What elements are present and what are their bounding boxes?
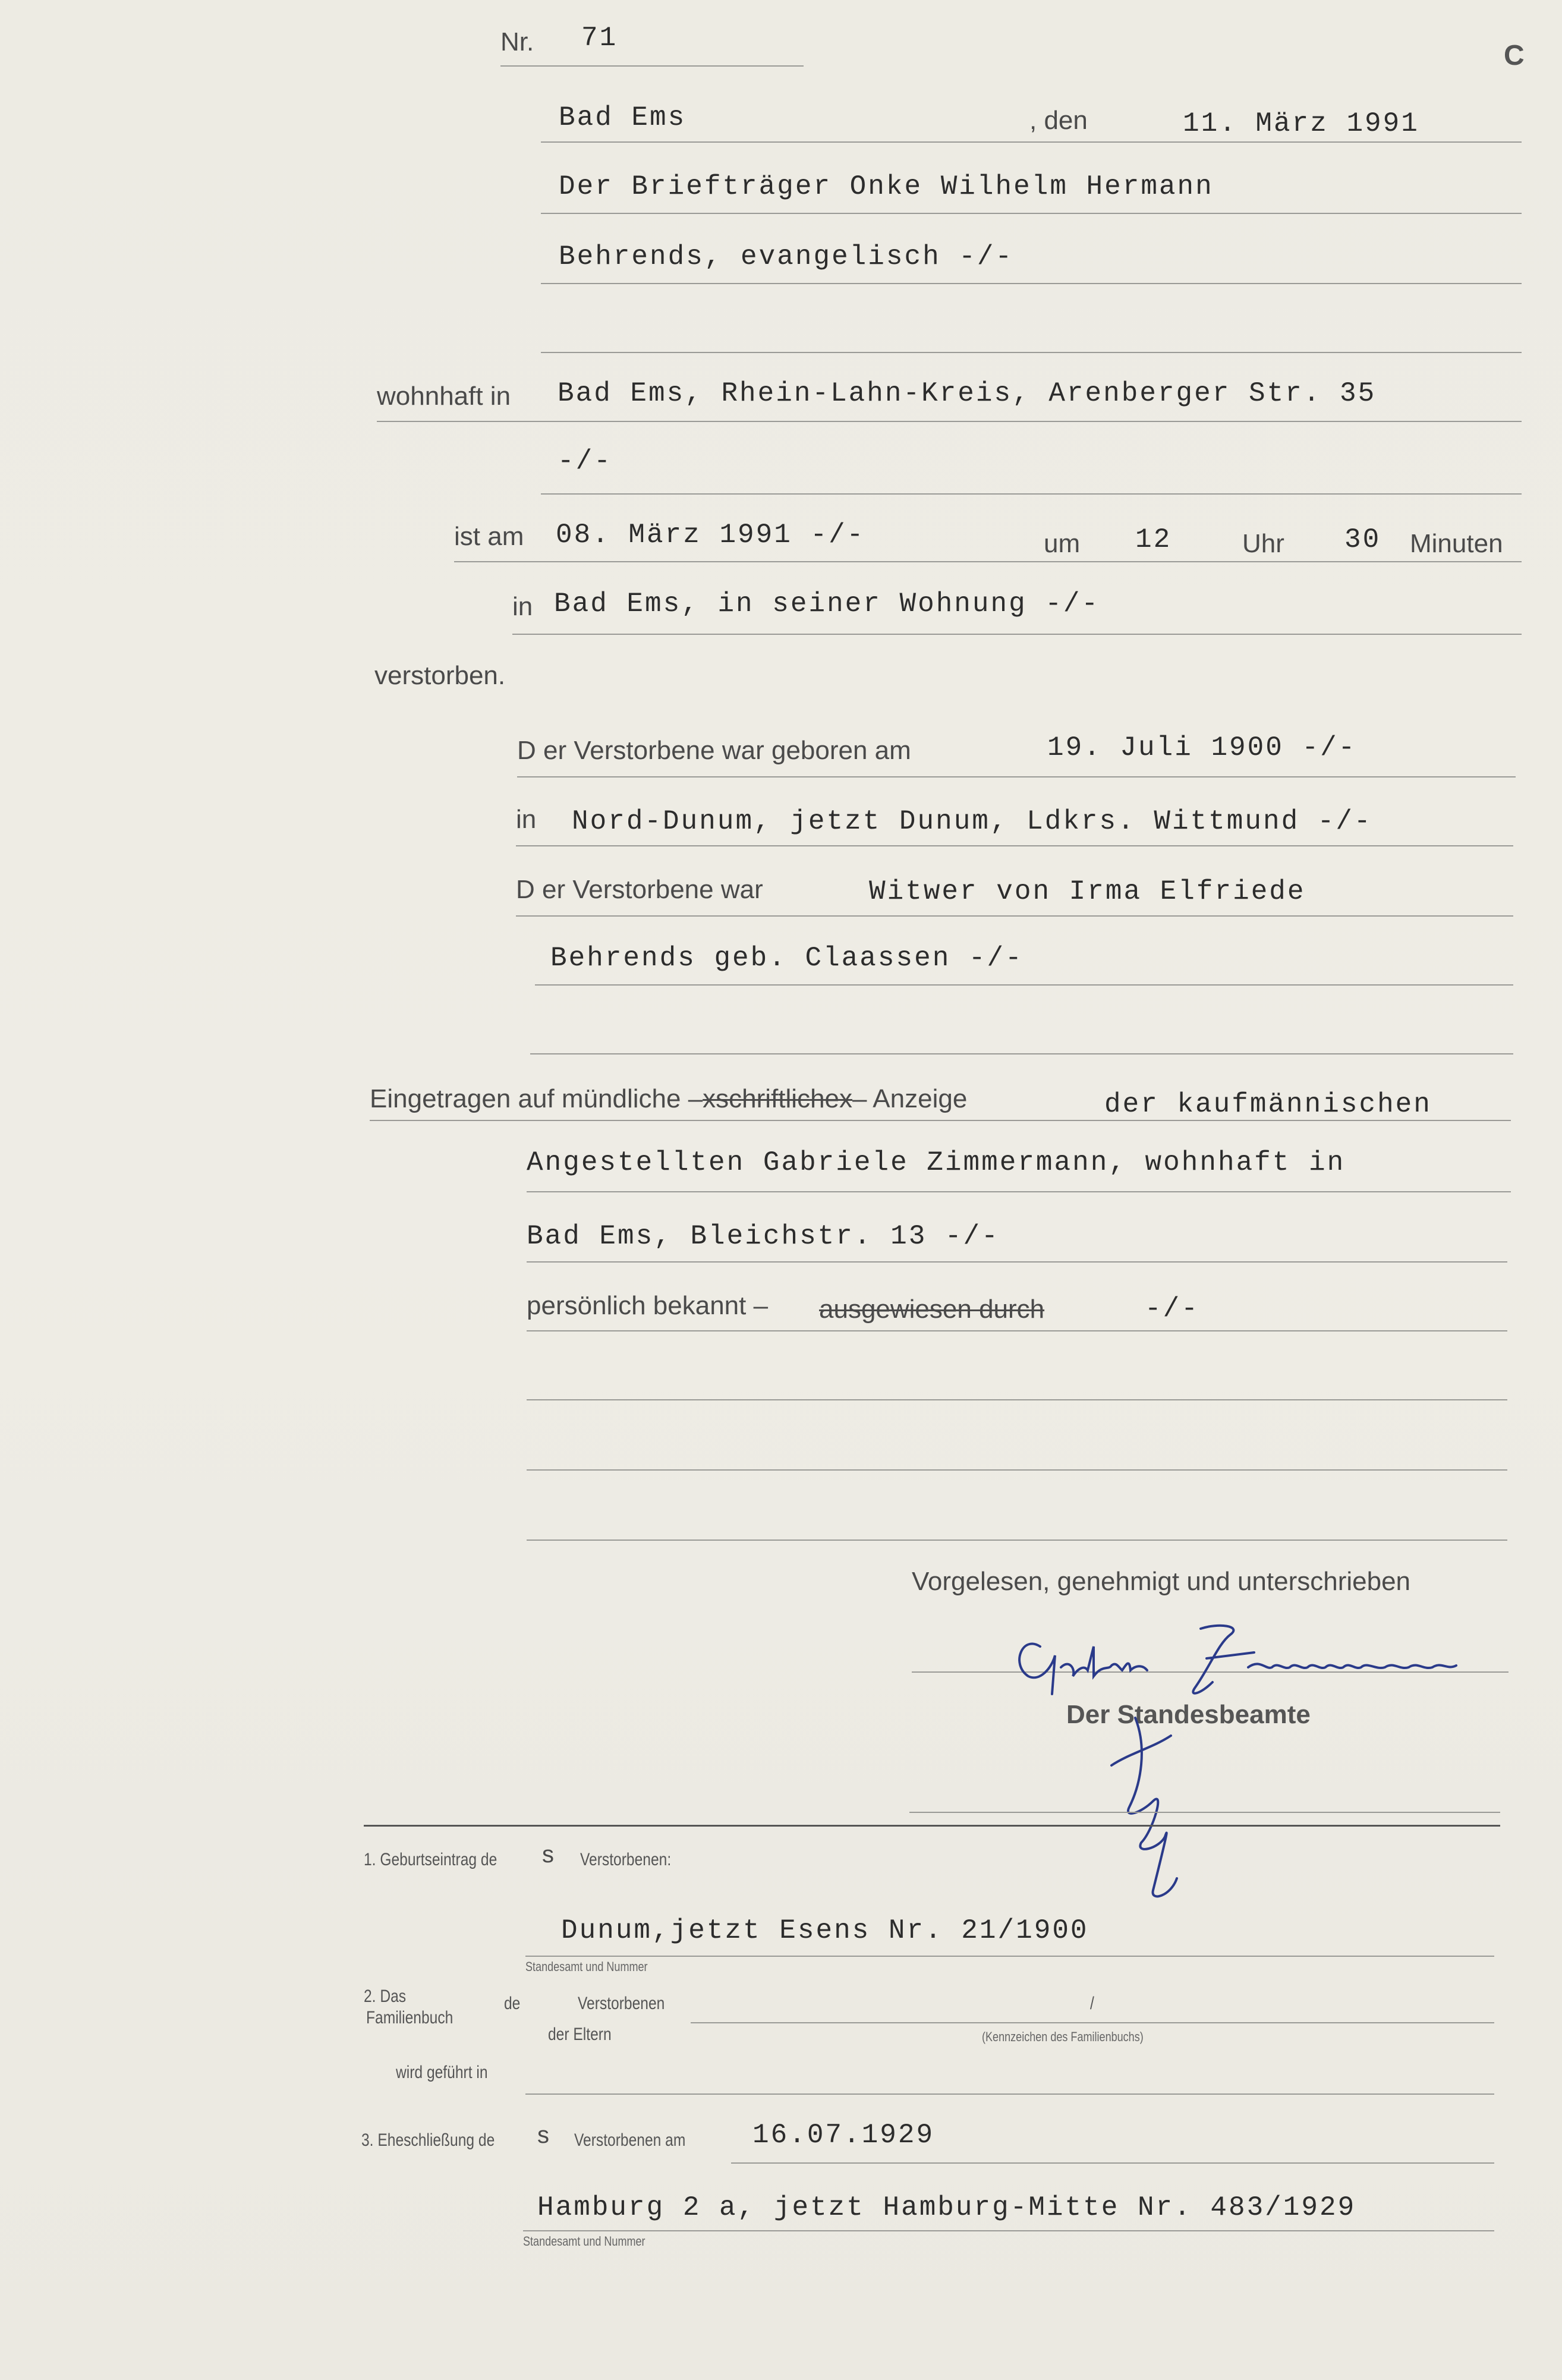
ist-am-label: ist am <box>454 522 524 551</box>
death-in-label: in <box>512 592 533 621</box>
rule <box>731 2162 1494 2164</box>
birth-entry-s: s <box>542 1841 554 1868</box>
death-date: 08. März 1991 -/- <box>556 520 865 550</box>
birth-entry-caption: Standesamt und Nummer <box>525 1959 648 1974</box>
birth-entry-label: 1. Geburtseintrag de <box>364 1850 497 1869</box>
rule <box>512 634 1522 635</box>
struck-written: xschriftlichex <box>703 1084 853 1113</box>
registration-prefix: Eingetragen auf mündliche – <box>370 1084 703 1113</box>
uhr-label: Uhr <box>1242 529 1284 558</box>
family-book-label: Familienbuch <box>366 2008 454 2028</box>
marriage-label: 3. Eheschließung de <box>361 2130 495 2150</box>
marriage-date: 16.07.1929 <box>752 2120 935 2151</box>
birth-in-label: in <box>516 805 537 834</box>
informant-address: Bad Ems, Bleichstr. 13 -/- <box>527 1221 1000 1252</box>
nr-label: Nr. <box>500 27 534 56</box>
rule <box>541 141 1522 143</box>
registrar-label: Der Standesbeamte <box>1066 1700 1311 1729</box>
rule <box>527 1330 1507 1331</box>
informant-line2: Angestellten Gabriele Zimmermann, wohnhaft in <box>527 1147 1346 1178</box>
rule <box>535 984 1513 986</box>
residence-continued: -/- <box>558 446 612 477</box>
rule <box>525 1956 1494 1957</box>
rule <box>454 561 1522 562</box>
rule <box>525 2093 1494 2095</box>
nr-underline <box>500 65 804 67</box>
read-approved-signed-label: Vorgelesen, genehmigt und unterschrieben <box>912 1567 1411 1596</box>
rule <box>517 776 1516 777</box>
registrar-initials-image <box>1094 1712 1213 1902</box>
rule <box>527 1399 1507 1400</box>
birth-entry-suffix: Verstorbenen: <box>580 1850 672 1869</box>
rule <box>523 2230 1494 2231</box>
marital-line2: Behrends geb. Claassen -/- <box>550 943 1024 974</box>
um-label: um <box>1044 529 1081 558</box>
family-book-caption: (Kennzeichen des Familienbuchs) <box>982 2029 1144 2044</box>
registration-date: 11. März 1991 <box>1183 108 1419 139</box>
birth-label: D er Verstorbene war geboren am <box>517 736 911 765</box>
deceased-occupation-name: Der Briefträger Onke Wilhelm Hermann <box>559 171 1214 202</box>
death-place: Bad Ems, in seiner Wohnung -/- <box>554 588 1100 619</box>
marital-line1: Witwer von Irma Elfriede <box>869 876 1306 907</box>
residence-address: Bad Ems, Rhein-Lahn-Kreis, Arenberger Str. 35 <box>558 378 1377 409</box>
family-book-slash: / <box>1090 1994 1094 2013</box>
minuten-label: Minuten <box>1410 529 1503 558</box>
nr-value: 71 <box>581 23 618 53</box>
rule <box>527 1469 1507 1471</box>
rule <box>516 915 1513 917</box>
rule <box>527 1191 1511 1192</box>
corner-letter: C <box>1504 40 1525 71</box>
den-label: , den <box>1029 106 1088 135</box>
registrar-signature-rule <box>909 1812 1500 1813</box>
rule <box>541 283 1522 284</box>
birth-date: 19. Juli 1900 -/- <box>1047 732 1357 763</box>
marriage-s: s <box>537 2122 549 2148</box>
family-book-deceased: Verstorbenen <box>578 1994 665 2013</box>
marriage-caption: Standesamt und Nummer <box>523 2234 645 2249</box>
rule <box>691 2022 1494 2023</box>
death-hour: 12 <box>1135 524 1172 555</box>
birth-entry-value: Dunum,jetzt Esens Nr. 21/1900 <box>561 1915 1089 1946</box>
death-minutes: 30 <box>1344 524 1381 555</box>
informant-line1: der kaufmännischen <box>1104 1089 1432 1120</box>
rule <box>541 213 1522 214</box>
registration-label <box>370 1084 967 1114</box>
family-book-parents: der Eltern <box>548 2025 612 2044</box>
family-book-kept-in: wird geführt in <box>396 2063 488 2082</box>
verstorben-label: verstorben. <box>374 661 506 690</box>
deceased-surname-religion: Behrends, evangelisch -/- <box>559 241 1014 272</box>
rule <box>516 845 1513 846</box>
rule <box>541 493 1522 495</box>
marital-label: D er Verstorbene war <box>516 875 763 904</box>
family-book-de: de <box>504 1994 521 2013</box>
marriage-registry-value: Hamburg 2 a, jetzt Hamburg-Mitte Nr. 483/1929 <box>537 2192 1356 2223</box>
rule <box>527 1261 1507 1263</box>
struck-identified-by: ausgewiesen durch <box>819 1295 1045 1324</box>
rule <box>370 1120 1511 1121</box>
rule <box>527 1540 1507 1541</box>
family-book-number: 2. Das <box>364 1987 407 2006</box>
rule <box>530 1053 1513 1054</box>
birth-place: Nord-Dunum, jetzt Dunum, Ldkrs. Wittmund -/- <box>572 806 1372 837</box>
identity-value: -/- <box>1145 1293 1199 1324</box>
residence-label: wohnhaft in <box>377 382 511 411</box>
place-of-registration: Bad Ems <box>559 102 686 133</box>
rule <box>377 421 1522 422</box>
identity-known-label: persönlich bekannt – <box>527 1291 769 1320</box>
registration-suffix: – Anzeige <box>852 1084 968 1113</box>
rule <box>541 352 1522 353</box>
section-divider <box>364 1825 1500 1827</box>
marriage-suffix: Verstorbenen am <box>574 2130 686 2150</box>
